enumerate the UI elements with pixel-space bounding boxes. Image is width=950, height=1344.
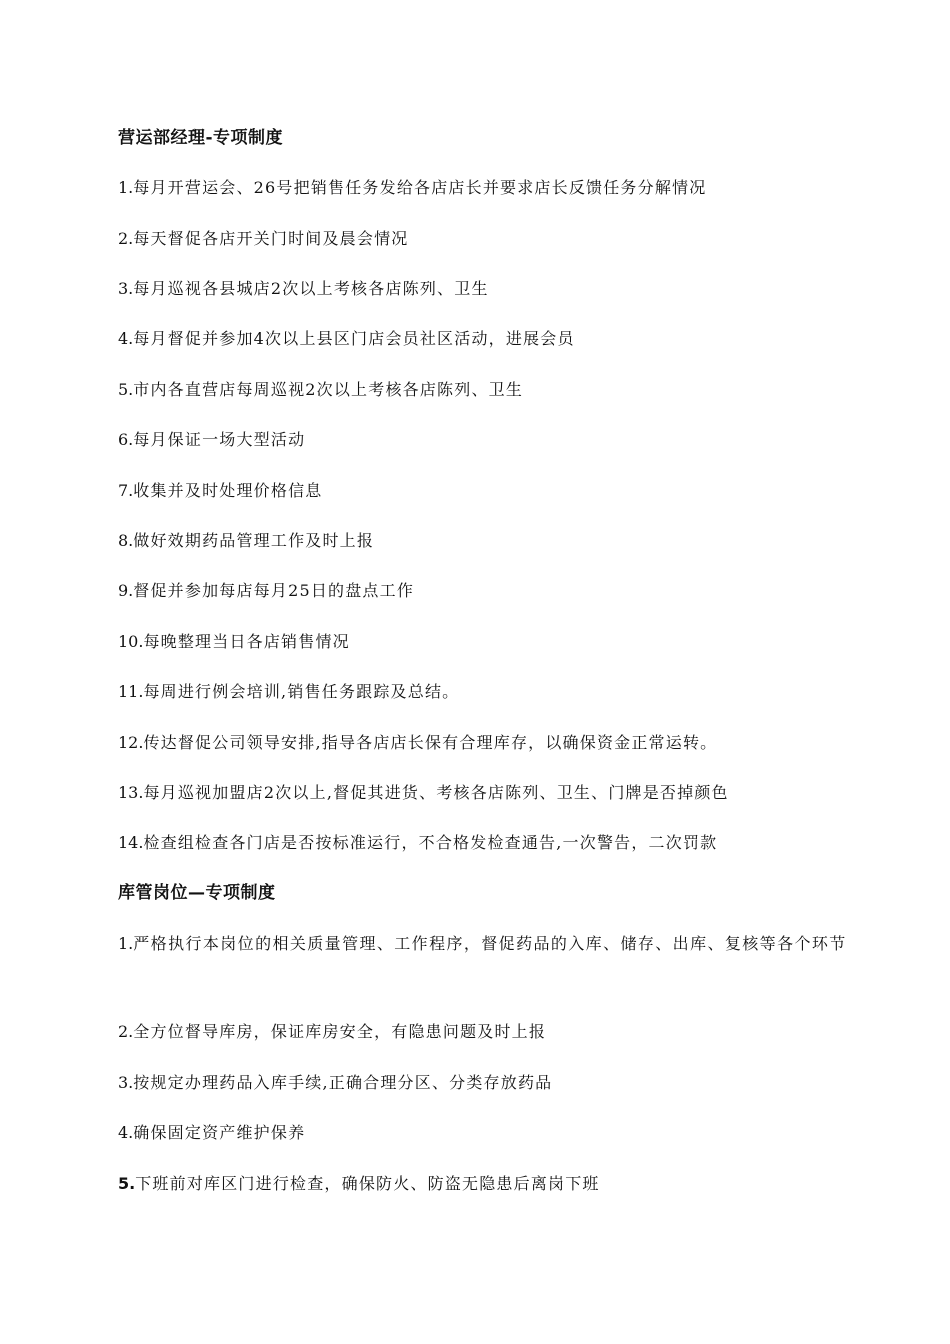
list-item: 9.督促并参加每店每月25日的盘点工作 bbox=[118, 581, 415, 600]
list-item: 4.每月督促并参加4次以上县区门店会员社区活动，进展会员 bbox=[118, 329, 575, 348]
list-item: 4.确保固定资产维护保养 bbox=[118, 1123, 306, 1142]
list-item: 1.严格执行本岗位的相关质量管理、工作程序，督促药品的入库、储存、出库、复核等各个环节 bbox=[118, 934, 847, 953]
section-heading: 库管岗位—专项制度 bbox=[118, 883, 276, 903]
list-item: 1.每月开营运会、26号把销售任务发给各店店长并要求店长反馈任务分解情况 bbox=[118, 178, 707, 197]
list-item: 8.做好效期药品管理工作及时上报 bbox=[118, 531, 375, 550]
list-item: 11.每周进行例会培训,销售任务跟踪及总结。 bbox=[118, 682, 460, 701]
list-item: 14.检查组检查各门店是否按标准运行，不合格发检查通告,一次警告，二次罚款 bbox=[118, 833, 718, 852]
list-item: 12.传达督促公司领导安排,指导各店店长保有合理库存，以确保资金正常运转。 bbox=[118, 733, 718, 752]
list-item: 13.每月巡视加盟店2次以上,督促其进货、考核各店陈列、卫生、门牌是否掉颜色 bbox=[118, 783, 729, 802]
list-item: 5.市内各直营店每周巡视2次以上考核各店陈列、卫生 bbox=[118, 380, 524, 399]
list-item: 10.每晚整理当日各店销售情况 bbox=[118, 632, 350, 651]
list-item: 2.每天督促各店开关门时间及晨会情况 bbox=[118, 229, 409, 248]
list-item: 2.全方位督导库房，保证库房安全，有隐患问题及时上报 bbox=[118, 1022, 547, 1041]
list-item: 5.下班前对库区门进行检查，确保防火、防盗无隐患后离岗下班 bbox=[118, 1174, 600, 1193]
list-item: 3.每月巡视各县城店2次以上考核各店陈列、卫生 bbox=[118, 279, 489, 298]
section-heading: 营运部经理-专项制度 bbox=[118, 128, 284, 148]
list-item: 6.每月保证一场大型活动 bbox=[118, 430, 306, 449]
list-item: 3.按规定办理药品入库手续,正确合理分区、分类存放药品 bbox=[118, 1073, 553, 1092]
list-item: 7.收集并及时处理价格信息 bbox=[118, 481, 323, 500]
